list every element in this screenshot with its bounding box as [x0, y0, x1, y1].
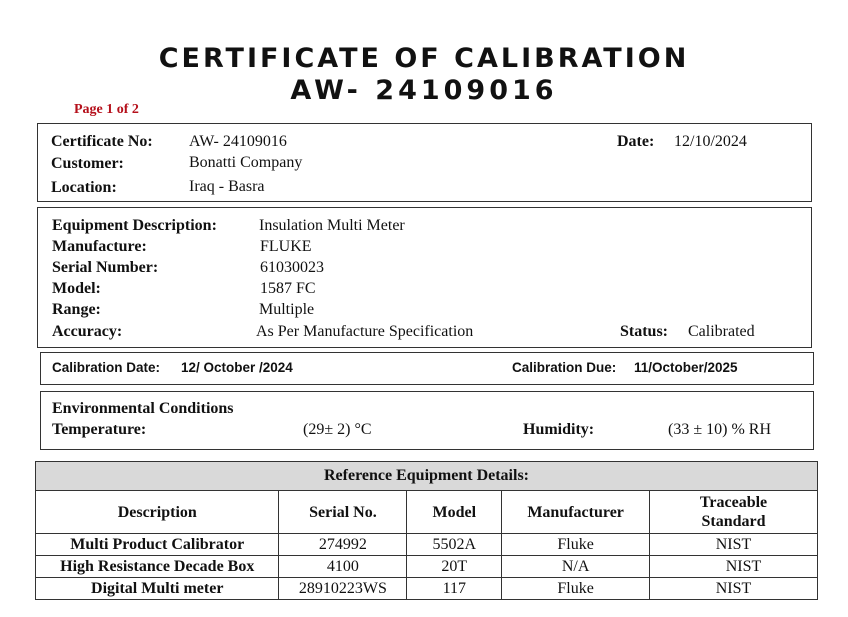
range-value: Multiple	[259, 301, 315, 318]
status-value: Calibrated	[688, 323, 755, 340]
location-label: Location:	[51, 179, 117, 196]
table-cell: 20T	[407, 556, 502, 578]
manufacture-value: FLUKE	[260, 238, 312, 255]
cert-no-value: AW- 24109016	[189, 133, 287, 150]
table-row	[36, 534, 818, 556]
calibration-date-value: 12/ October /2024	[181, 360, 293, 375]
column-header: Traceable Standard	[650, 491, 818, 534]
calibration-date-label: Calibration Date:	[52, 360, 161, 375]
table-cell: 117	[407, 578, 502, 600]
column-header: Manufacturer	[502, 491, 650, 534]
table-cell: Multi Product Calibrator	[36, 534, 279, 556]
customer-label: Customer:	[51, 155, 124, 172]
accuracy-value: As Per Manufacture Specification	[256, 323, 474, 340]
date-value: 12/10/2024	[674, 133, 747, 150]
table-cell: 5502A	[407, 534, 502, 556]
table-cell: 28910223WS	[279, 578, 407, 600]
table-cell: NIST	[650, 578, 818, 600]
equipment-description-value: Insulation Multi Meter	[259, 217, 405, 234]
customer-value: Bonatti Company	[189, 154, 303, 171]
location-value: Iraq - Basra	[189, 178, 265, 195]
table-cell: N/A	[502, 556, 650, 578]
cert-no-label: Certificate No:	[51, 133, 153, 150]
table-cell: NIST	[650, 534, 818, 556]
table-cell: Fluke	[502, 534, 650, 556]
calibration-due-label: Calibration Due:	[512, 360, 617, 375]
serial-number-value: 61030023	[260, 259, 324, 276]
model-value: 1587 FC	[260, 280, 316, 297]
table-row	[36, 556, 818, 578]
serial-number-label: Serial Number:	[52, 259, 159, 276]
table-cell: NIST	[650, 556, 818, 578]
environment-heading: Environmental Conditions	[52, 400, 234, 417]
table-cell: Fluke	[502, 578, 650, 600]
table-cell: 274992	[279, 534, 407, 556]
reference-table-heading: Reference Equipment Details:	[36, 462, 818, 491]
humidity-value: (33 ± 10) % RH	[668, 421, 771, 438]
column-header: Serial No.	[279, 491, 407, 534]
calibration-due-value: 11/October/2025	[634, 360, 738, 375]
table-cell: High Resistance Decade Box	[36, 556, 279, 578]
manufacture-label: Manufacture:	[52, 238, 147, 255]
equipment-description-label: Equipment Description:	[52, 217, 217, 234]
date-label: Date:	[617, 133, 655, 150]
table-row	[36, 578, 818, 600]
certificate-title: CERTIFICATE OF CALIBRATION	[158, 43, 690, 74]
reference-equipment-table	[35, 461, 818, 600]
humidity-label: Humidity:	[523, 421, 595, 438]
column-header: Model	[407, 491, 502, 534]
accuracy-label: Accuracy:	[52, 323, 123, 340]
status-label: Status:	[620, 323, 669, 340]
column-header: Description	[36, 491, 279, 534]
certificate-number-title: AW- 24109016	[290, 75, 558, 106]
temperature-value: (29± 2) °C	[303, 421, 372, 438]
table-cell: Digital Multi meter	[36, 578, 279, 600]
page-indicator: Page 1 of 2	[74, 102, 139, 117]
range-label: Range:	[52, 301, 101, 318]
model-label: Model:	[52, 280, 101, 297]
table-cell: 4100	[279, 556, 407, 578]
temperature-label: Temperature:	[52, 421, 147, 438]
